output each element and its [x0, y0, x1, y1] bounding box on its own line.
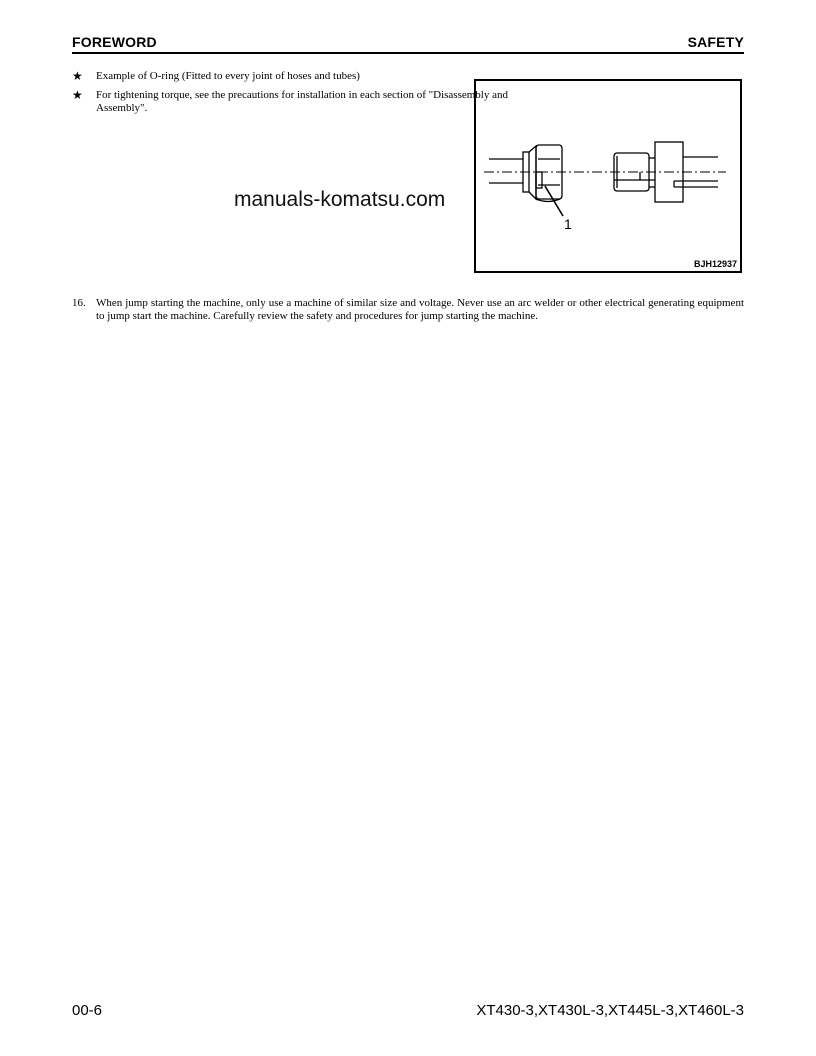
page-number: 00-6 [72, 1002, 103, 1019]
item-text: When jump starting the machine, only use a machine of similar size and voltage. Never use an arc welder or other electrical generating equipment to jump start the machine. Carefully review the safety and procedures for jump starting the machine. [96, 297, 744, 322]
note-text: For tightening torque, see the precautions for installation in each section of "Disassembly and Assembly". [96, 89, 509, 114]
page-footer [72, 1002, 744, 1020]
watermark: manuals-komatsu.com [234, 188, 446, 211]
star-icon: ★ [72, 69, 83, 83]
note-text: Example of O-ring (Fitted to every joint of hoses and tubes) [96, 70, 360, 82]
figure-code: BJH12937 [693, 259, 737, 269]
model-list: XT430-3,XT430L-3,XT445L-3,XT460L-3 [476, 1002, 744, 1019]
item-number: 16. [72, 297, 86, 309]
section-title: FOREWORD [72, 34, 157, 50]
star-icon: ★ [72, 88, 83, 102]
chapter-title: SAFETY [687, 34, 744, 50]
oring-figure [474, 79, 742, 273]
callout-1: 1 [564, 216, 572, 232]
